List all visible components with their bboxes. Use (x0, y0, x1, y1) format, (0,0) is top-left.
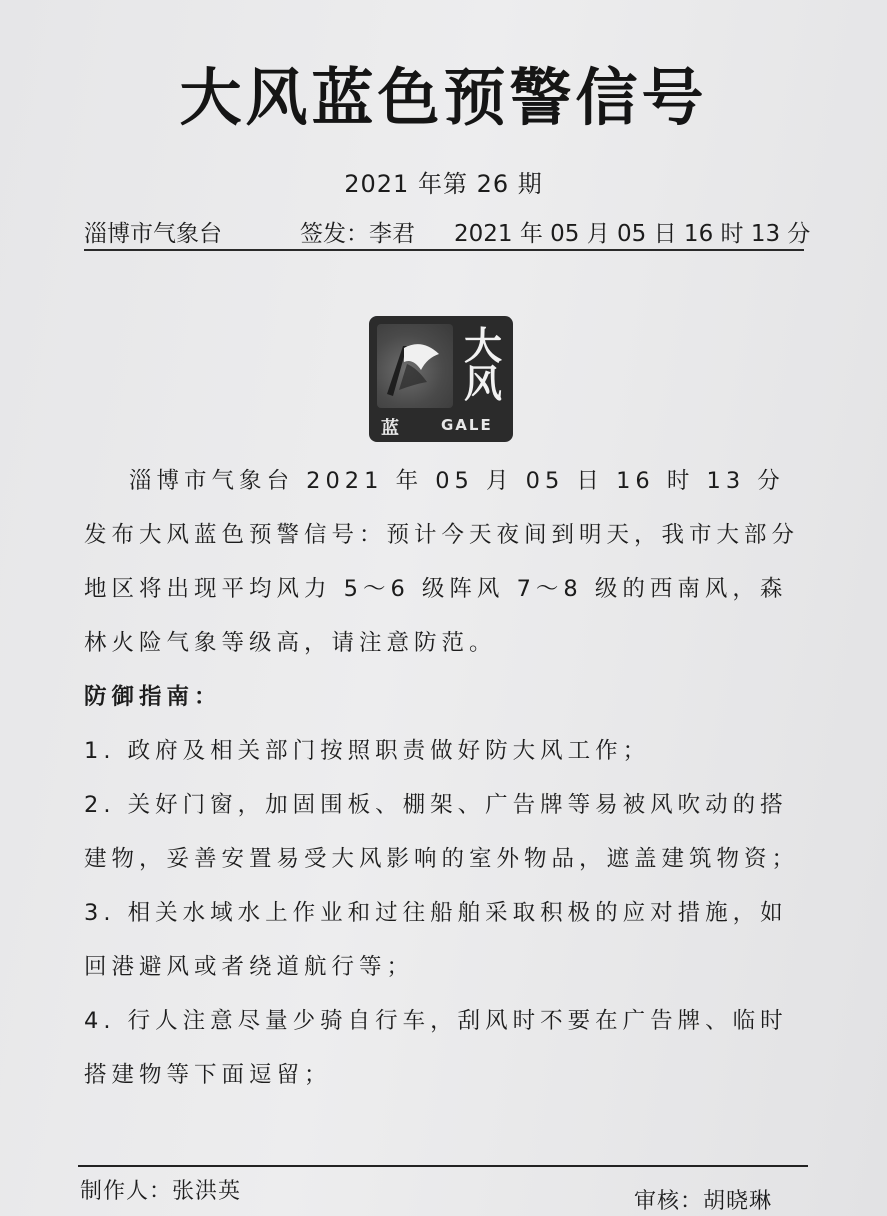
footer-divider (78, 1165, 808, 1167)
guide-item-4: 4. 行人注意尽量少骑自行车，刮风时不要在广告牌、临时搭建物等下面逗留； (84, 1008, 788, 1088)
issuing-agency: 淄博市气象台 (84, 221, 222, 247)
guide-item-1: 1. 政府及相关部门按照职责做好防大风工作； (84, 738, 651, 764)
logo-english: GALE (441, 416, 493, 434)
document-body (84, 454, 806, 1102)
signer: 签发：李君 (300, 221, 415, 247)
guide-heading: 防御指南： (84, 684, 222, 710)
producer: 制作人：张洪英 (80, 1179, 242, 1204)
logo-char-da: 大 (463, 324, 502, 368)
gale-warning-logo (369, 316, 513, 442)
reviewer: 审核：胡晓琳 (634, 1189, 773, 1214)
document-title: 大风蓝色预警信号 (179, 61, 708, 134)
issue-number: 2021 年第 26 期 (344, 170, 543, 198)
gale-flag-icon (377, 324, 453, 408)
guide-item-2: 2. 关好门窗，加固围板、棚架、广告牌等易被风吹动的搭建物，妥善安置易受大风影响的室外物品，遮盖建筑物资； (84, 792, 800, 872)
announcement-paragraph: 淄博市气象台 2021 年 05 月 05 日 16 时 13 分发布大风蓝色预警信号：预计今天夜间到明天，我市大部分地区将出现平均风力 5～6 级阵风 7～8 级的西南风，森林火险气象等级高，请注意防范。 (84, 468, 800, 656)
issuance-info-row (84, 215, 811, 251)
logo-char-feng: 风 (463, 362, 502, 406)
guide-item-3: 3. 相关水域水上作业和过往船舶采取积极的应对措施，如回港避风或者绕道航行等； (84, 900, 788, 980)
issue-time: 2021 年 05 月 05 日 16 时 13 分 (454, 221, 811, 247)
logo-level: 蓝 (381, 418, 399, 439)
